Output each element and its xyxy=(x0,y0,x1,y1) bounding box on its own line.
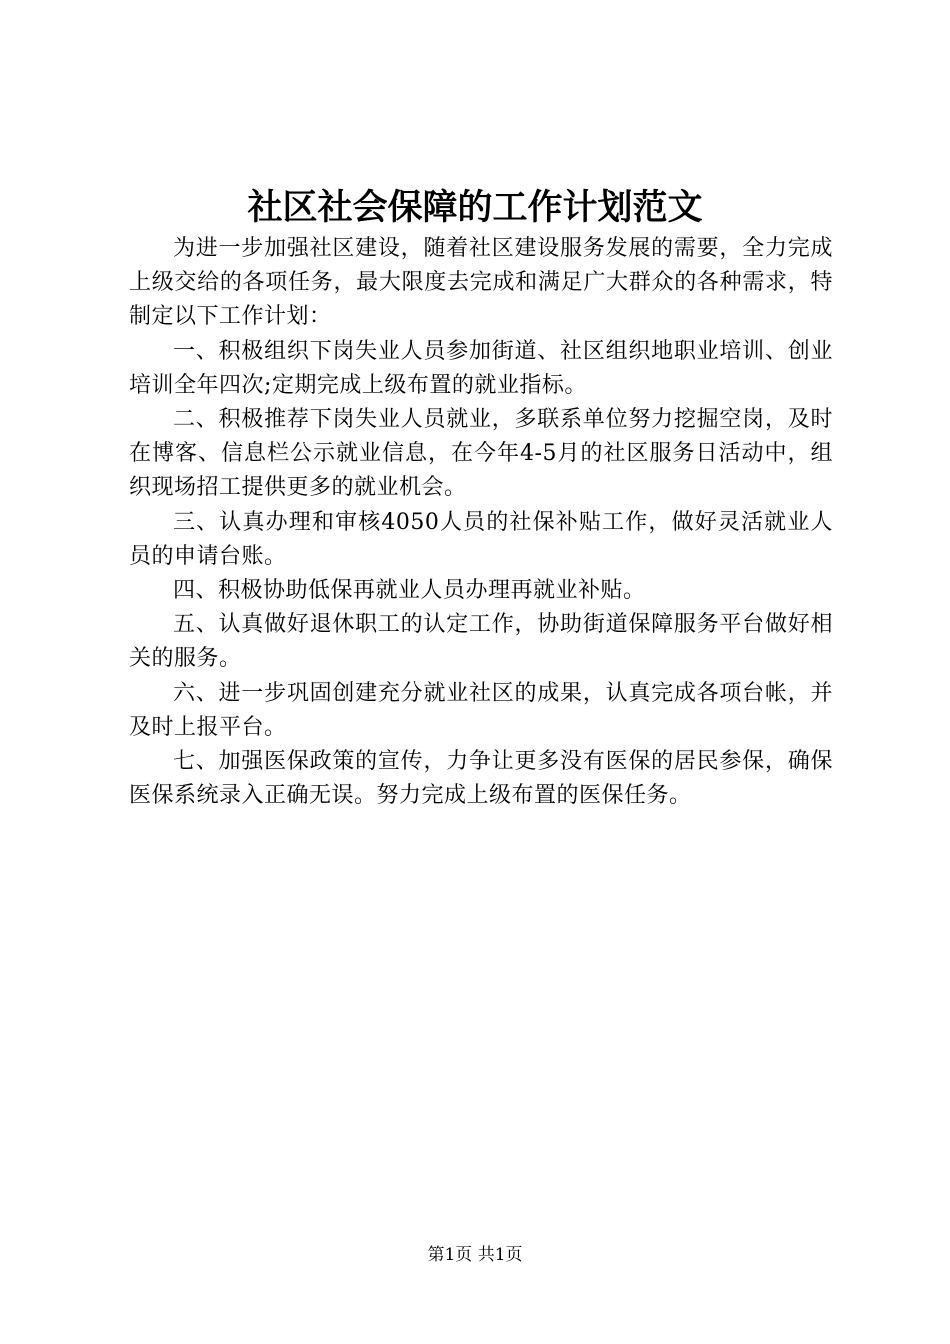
document-title: 社区社会保障的工作计划范文 xyxy=(247,187,703,228)
plan-item-6: 六、进一步巩固创建充分就业社区的成果，认真完成各项台帐，并及时上报平台。 xyxy=(129,680,833,740)
plan-item-3: 三、认真办理和审核4050人员的社保补贴工作，做好灵活就业人员的申请台账。 xyxy=(129,509,833,569)
plan-item-1: 一、积极组织下岗失业人员参加街道、社区组织地职业培训、创业培训全年四次;定期完成上级布置的就业指标。 xyxy=(129,338,833,398)
intro-paragraph: 为进一步加强社区建设，随着社区建设服务发展的需要，全力完成上级交给的各项任务，最大限度去完成和满足广大群众的各种需求，特制定以下工作计划： xyxy=(129,236,833,330)
plan-item-7: 七、加强医保政策的宣传，力争让更多没有医保的居民参保，确保医保系统录入正确无误。努力完成上级布置的医保任务。 xyxy=(129,749,833,809)
plan-item-2: 二、积极推荐下岗失业人员就业，多联系单位努力挖掘空岗，及时在博客、信息栏公示就业信息，在今年4-5月的社区服务日活动中，组织现场招工提供更多的就业机会。 xyxy=(129,407,833,501)
page-number-footer: 第1页 共1页 xyxy=(427,1245,523,1265)
plan-item-4: 四、积极协助低保再就业人员办理再就业补贴。 xyxy=(173,578,646,604)
document-body xyxy=(129,232,833,813)
plan-item-5: 五、认真做好退休职工的认定工作，协助街道保障服务平台做好相关的服务。 xyxy=(129,612,833,672)
